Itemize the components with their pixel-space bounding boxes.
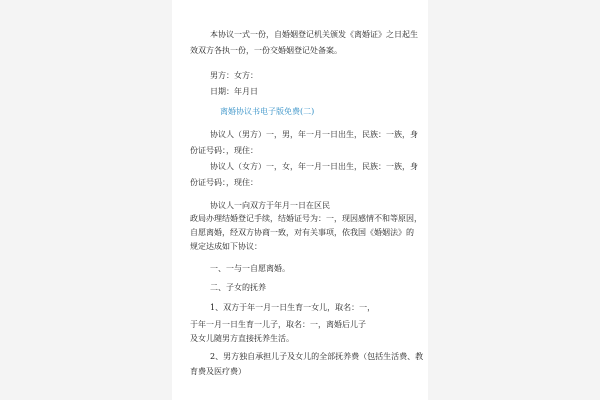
right-margin-panel bbox=[428, 0, 600, 400]
paragraph-line: 政局办理结婚登记手续，结婚证号为：一，现因感情不和等原因， bbox=[190, 214, 422, 223]
paragraph-line: 规定达成如下协议： bbox=[190, 242, 262, 251]
document-body bbox=[190, 0, 430, 400]
clause-line: 一、一与一自愿离婚。 bbox=[210, 264, 290, 273]
signature-line: 男方：女方： bbox=[210, 71, 258, 80]
clause-line: 二、子女的抚养 bbox=[210, 283, 266, 292]
paragraph-line: 于年一月一日生育一儿子，取名：一，离婚后儿子 bbox=[190, 320, 366, 329]
paragraph-line: 育费及医疗费） bbox=[190, 367, 246, 376]
date-line: 日期：年月日 bbox=[210, 87, 258, 96]
paragraph-line: 1、双方于年一月一日生育一女儿，取名：一， bbox=[210, 303, 376, 312]
paragraph-line: 协议人一向双方于年月一日在区民 bbox=[210, 201, 330, 210]
section-heading: 离婚协议书电子版免费(二) bbox=[220, 107, 315, 116]
paragraph-line: 本协议一式一份，自婚姻登记机关颁发《离婚证》之日起生 bbox=[210, 30, 418, 39]
paragraph-line: 份证号码：，现住： bbox=[190, 146, 258, 155]
paragraph-line: 自愿离婚，经双方协商一致，对有关事项，依我国《婚姻法》的 bbox=[190, 228, 414, 237]
paragraph-line: 及女儿随男方直接抚养生活。 bbox=[190, 334, 294, 343]
paragraph-line: 效双方各执一份，一份交婚姻登记处备案。 bbox=[190, 46, 342, 55]
paragraph-line: 协议人（男方）一，男，年一月一日出生，民族：一族，身 bbox=[210, 130, 418, 139]
paragraph-line: 协议人（女方）一，女，年一月一日出生，民族：一族，身 bbox=[210, 162, 418, 171]
left-margin-panel bbox=[0, 0, 172, 400]
paragraph-line: 2、男方独自承担儿子及女儿的全部抚养费（包括生活费、教 bbox=[210, 352, 424, 361]
paragraph-line: 份证号码：，现住： bbox=[190, 178, 258, 187]
